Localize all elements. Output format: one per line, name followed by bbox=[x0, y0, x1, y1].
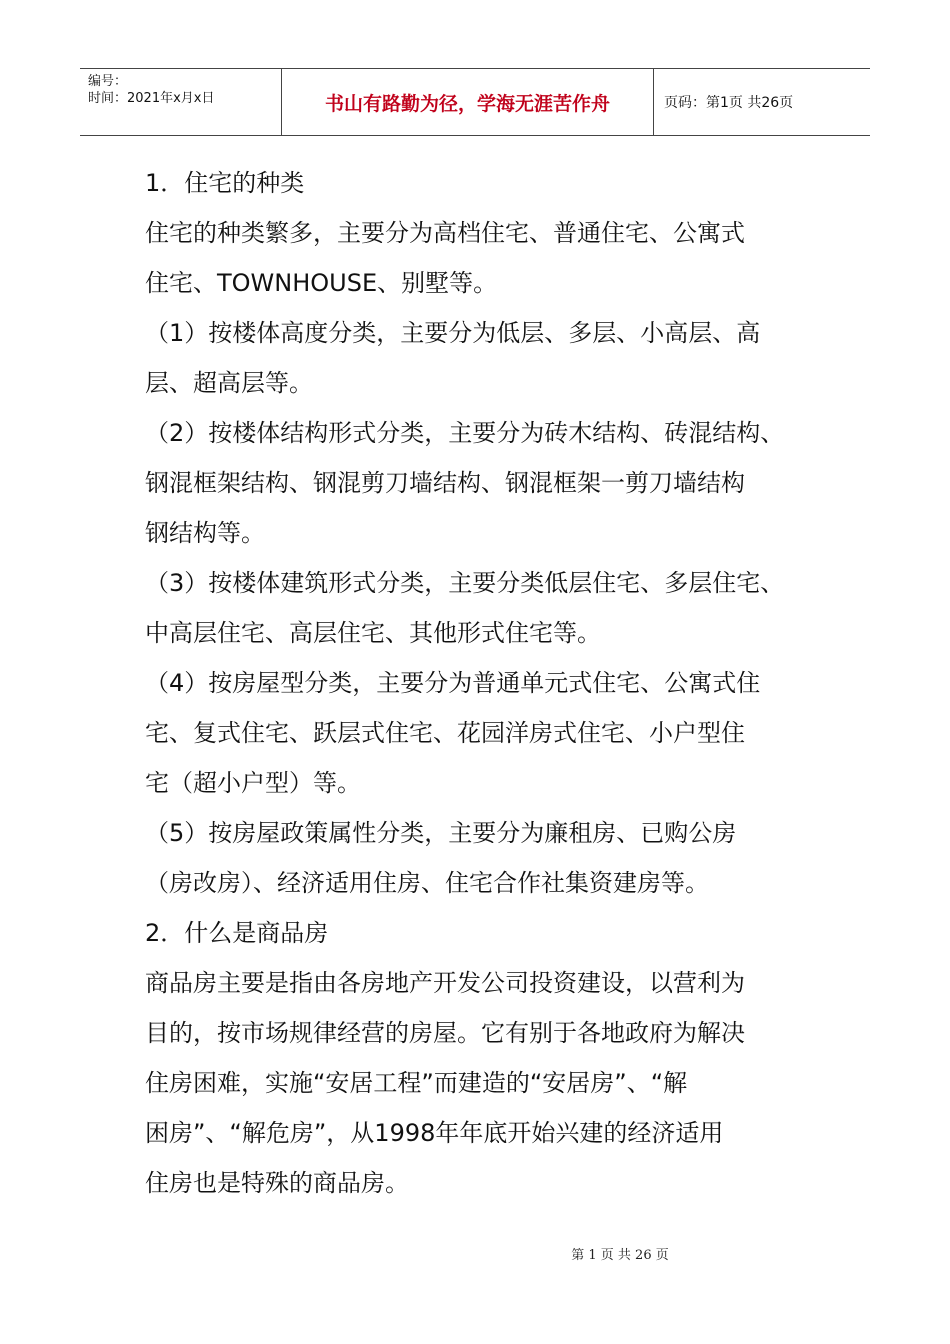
header-page-info: 页码：第1页 共26页 bbox=[664, 95, 794, 111]
body-line: 住宅的种类繁多，主要分为高档住宅、普通住宅、公寓式 bbox=[145, 219, 745, 247]
body-line: （房改房）、经济适用住房、住宅合作社集资建房等。 bbox=[145, 869, 709, 897]
body-line: 钢结构等。 bbox=[145, 519, 265, 547]
body-line: 宅（超小户型）等。 bbox=[145, 769, 361, 797]
body-line: 中高层住宅、高层住宅、其他形式住宅等。 bbox=[145, 619, 601, 647]
body-line: 钢混框架结构、钢混剪刀墙结构、钢混框架一剪刀墙结构 bbox=[145, 469, 745, 497]
document-number-label: 编号： bbox=[88, 74, 128, 89]
body-line: （1）按楼体高度分类，主要分为低层、多层、小高层、高 bbox=[145, 319, 761, 347]
section-heading: 1．住宅的种类 bbox=[145, 169, 305, 197]
header-meta bbox=[80, 69, 282, 135]
body-line: （2）按楼体结构形式分类，主要分为砖木结构、砖混结构、 bbox=[145, 419, 785, 447]
body-line: 住宅、TOWNHOUSE、别墅等。 bbox=[145, 269, 498, 297]
section-heading: 2．什么是商品房 bbox=[145, 919, 329, 947]
body-line: （4）按房屋型分类，主要分为普通单元式住宅、公寓式住 bbox=[145, 669, 761, 697]
body-line: 住房也是特殊的商品房。 bbox=[145, 1169, 409, 1197]
body-line: 困房”、“解危房”，从1998年年底开始兴建的经济适用 bbox=[145, 1119, 724, 1147]
body-line: （3）按楼体建筑形式分类，主要分类低层住宅、多层住宅、 bbox=[145, 569, 785, 597]
body-line: 住房困难，实施“安居工程”而建造的“安居房”、“解 bbox=[145, 1069, 688, 1097]
document-time-label: 时间：2021年x月x日 bbox=[88, 91, 215, 106]
body-line: 目的，按市场规律经营的房屋。它有别于各地政府为解决 bbox=[145, 1019, 745, 1047]
body-line: 层、超高层等。 bbox=[145, 369, 313, 397]
page-header bbox=[80, 68, 870, 136]
body-line: 宅、复式住宅、跃层式住宅、花园洋房式住宅、小户型住 bbox=[145, 719, 745, 747]
body-line: 商品房主要是指由各房地产开发公司投资建设，以营利为 bbox=[145, 969, 745, 997]
page-footer: 第 1 页 共 26 页 bbox=[571, 1248, 669, 1263]
document-body bbox=[145, 158, 835, 1208]
body-line: （5）按房屋政策属性分类，主要分为廉租房、已购公房 bbox=[145, 819, 737, 847]
header-motto: 书山有路勤为径，学海无涯苦作舟 bbox=[282, 69, 654, 135]
